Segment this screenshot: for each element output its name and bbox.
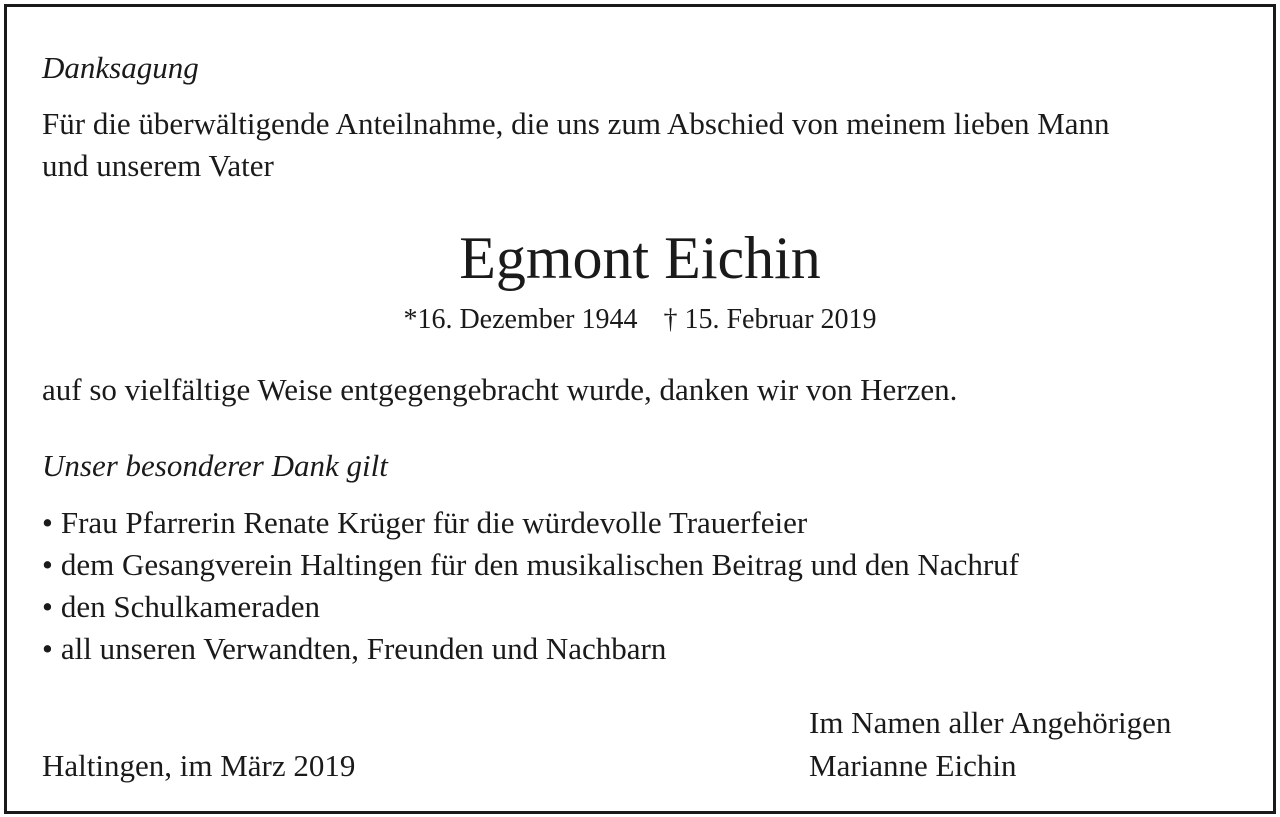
intro-text-line-1: Für die überwältigende Anteilnahme, die uns zum Abschied von meinem lieben Mann [42, 106, 1110, 141]
list-item [42, 544, 1019, 586]
deceased-name: Egmont Eichin [459, 225, 821, 291]
life-dates [0, 300, 1280, 340]
bullet-icon: • [42, 589, 53, 624]
list-item [42, 502, 1019, 544]
signature-line-2: Marianne Eichin [809, 748, 1017, 783]
thanks-list [42, 502, 1019, 670]
intro-text-line-2: und unserem Vater [42, 148, 274, 183]
list-item-text: Frau Pfarrerin Renate Krüger für die würdevolle Trauerfeier [60, 505, 808, 540]
birth-date: *16. Dezember 1944 [403, 304, 638, 335]
bullet-icon: • [42, 631, 53, 666]
bullet-icon: • [42, 505, 53, 540]
outro-text: auf so vielfältige Weise entgegengebracht wurde, danken wir von Herzen. [42, 372, 958, 407]
bullet-icon: • [42, 547, 53, 582]
list-item [42, 628, 1019, 670]
signature-line-1: Im Namen aller Angehörigen [809, 705, 1172, 740]
list-item-text: all unseren Verwandten, Freunden und Nachbarn [60, 631, 667, 666]
notice-heading: Danksagung [42, 50, 199, 85]
place-date: Haltingen, im März 2019 [42, 748, 356, 783]
list-item-text: den Schulkameraden [60, 589, 320, 624]
special-thanks-title: Unser besonderer Dank gilt [42, 448, 388, 483]
list-item-text: dem Gesangverein Haltingen für den musikalischen Beitrag und den Nachruf [60, 547, 1019, 582]
death-date: † 15. Februar 2019 [663, 304, 877, 335]
list-item [42, 586, 1019, 628]
